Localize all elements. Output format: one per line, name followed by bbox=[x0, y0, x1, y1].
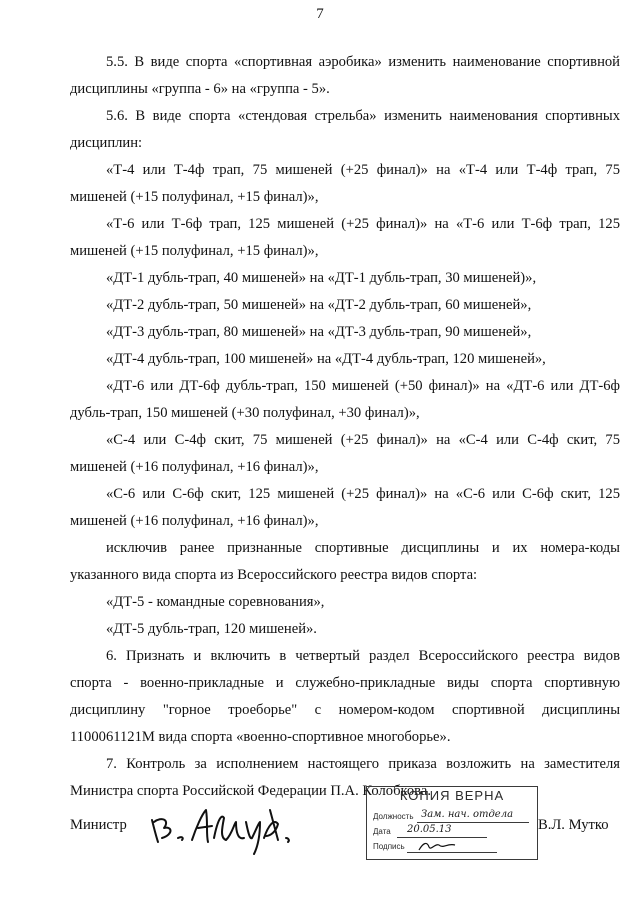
signatory-title: Министр bbox=[70, 817, 127, 833]
stamp-handwritten-signature bbox=[417, 839, 457, 853]
paragraph-line: дисциплин: bbox=[70, 135, 143, 151]
copy-certified-stamp bbox=[366, 786, 538, 860]
list-item-line: «ДТ-2 дубль-трап, 50 мишеней» на «ДТ-2 дубль-трап, 60 мишеней», bbox=[106, 297, 532, 313]
stamp-position-line bbox=[417, 822, 529, 823]
paragraph-line: 5.5. В виде спорта «спортивная аэробика» изменить наименование спортивной bbox=[106, 54, 620, 70]
list-item-line: мишеней (+16 полуфинал, +16 финал)», bbox=[70, 513, 319, 529]
paragraph-line: 5.6. В виде спорта «стендовая стрельба» изменить наименования спортивных bbox=[106, 108, 620, 124]
list-item-line: «Т-4 или Т-4ф трап, 75 мишеней (+25 финал)» на «Т-4 или Т-4ф трап, 75 bbox=[106, 162, 620, 178]
paragraph-line: 1100061121М вида спорта «военно-спортивное многоборье». bbox=[70, 729, 451, 745]
stamp-signature-label: Подпись bbox=[373, 842, 405, 851]
stamp-title: КОПИЯ ВЕРНА bbox=[399, 788, 505, 803]
page-number: 7 bbox=[316, 6, 324, 22]
list-item-line: «С-6 или С-6ф скит, 125 мишеней (+25 финал)» на «С-6 или С-6ф скит, 125 bbox=[106, 486, 620, 502]
stamp-position-value: Зам. нач. отдела bbox=[421, 809, 514, 820]
signatory-name: В.Л. Мутко bbox=[538, 817, 609, 833]
paragraph-line: 6. Признать и включить в четвертый раздел Всероссийского реестра видов bbox=[106, 648, 620, 664]
list-item-line: «ДТ-1 дубль-трап, 40 мишеней» на «ДТ-1 дубль-трап, 30 мишеней)», bbox=[106, 270, 537, 286]
handwritten-signature bbox=[148, 798, 298, 858]
list-item-line: «ДТ-5 - командные соревнования», bbox=[106, 594, 325, 610]
paragraph-line: указанного вида спорта из Всероссийского реестра видов спорта: bbox=[70, 567, 478, 583]
paragraph-line: 7. Контроль за исполнением настоящего приказа возложить на заместителя bbox=[106, 756, 620, 772]
stamp-date-line bbox=[397, 837, 487, 838]
paragraph-line: исключив ранее признанные спортивные дисциплины и их номера-коды bbox=[106, 540, 620, 556]
stamp-date-value: 20.05.13 bbox=[407, 824, 452, 835]
list-item-line: «ДТ-5 дубль-трап, 120 мишеней». bbox=[106, 621, 317, 637]
paragraph-line: дисциплину "горное троеборье" с номером-кодом спортивной дисциплины bbox=[70, 702, 620, 718]
paragraph-line: Министра спорта Российской Федерации П.А. Колобкова. bbox=[70, 783, 431, 799]
paragraph-line: дисциплины «группа - 6» на «группа - 5». bbox=[70, 81, 330, 97]
list-item-line: «ДТ-3 дубль-трап, 80 мишеней» на «ДТ-3 дубль-трап, 90 мишеней», bbox=[106, 324, 532, 340]
list-item-line: «Т-6 или Т-6ф трап, 125 мишеней (+25 финал)» на «Т-6 или Т-6ф трап, 125 bbox=[106, 216, 620, 232]
list-item-line: мишеней (+15 полуфинал, +15 финал)», bbox=[70, 243, 319, 259]
list-item-line: мишеней (+15 полуфинал, +15 финал)», bbox=[70, 189, 319, 205]
stamp-position-label: Должность bbox=[373, 812, 414, 821]
paragraph-line: спорта - военно-прикладные и служебно-прикладные виды спорта спортивную bbox=[70, 675, 620, 691]
list-item-line: дубль-трап, 150 мишеней (+30 полуфинал, +30 финал)», bbox=[70, 405, 420, 421]
list-item-line: «С-4 или С-4ф скит, 75 мишеней (+25 финал)» на «С-4 или С-4ф скит, 75 bbox=[106, 432, 620, 448]
list-item-line: «ДТ-4 дубль-трап, 100 мишеней» на «ДТ-4 дубль-трап, 120 мишеней», bbox=[106, 351, 546, 367]
stamp-date-label: Дата bbox=[373, 827, 391, 836]
list-item-line: мишеней (+16 полуфинал, +16 финал)», bbox=[70, 459, 319, 475]
list-item-line: «ДТ-6 или ДТ-6ф дубль-трап, 150 мишеней (+50 финал)» на «ДТ-6 или ДТ-6ф bbox=[106, 378, 620, 394]
